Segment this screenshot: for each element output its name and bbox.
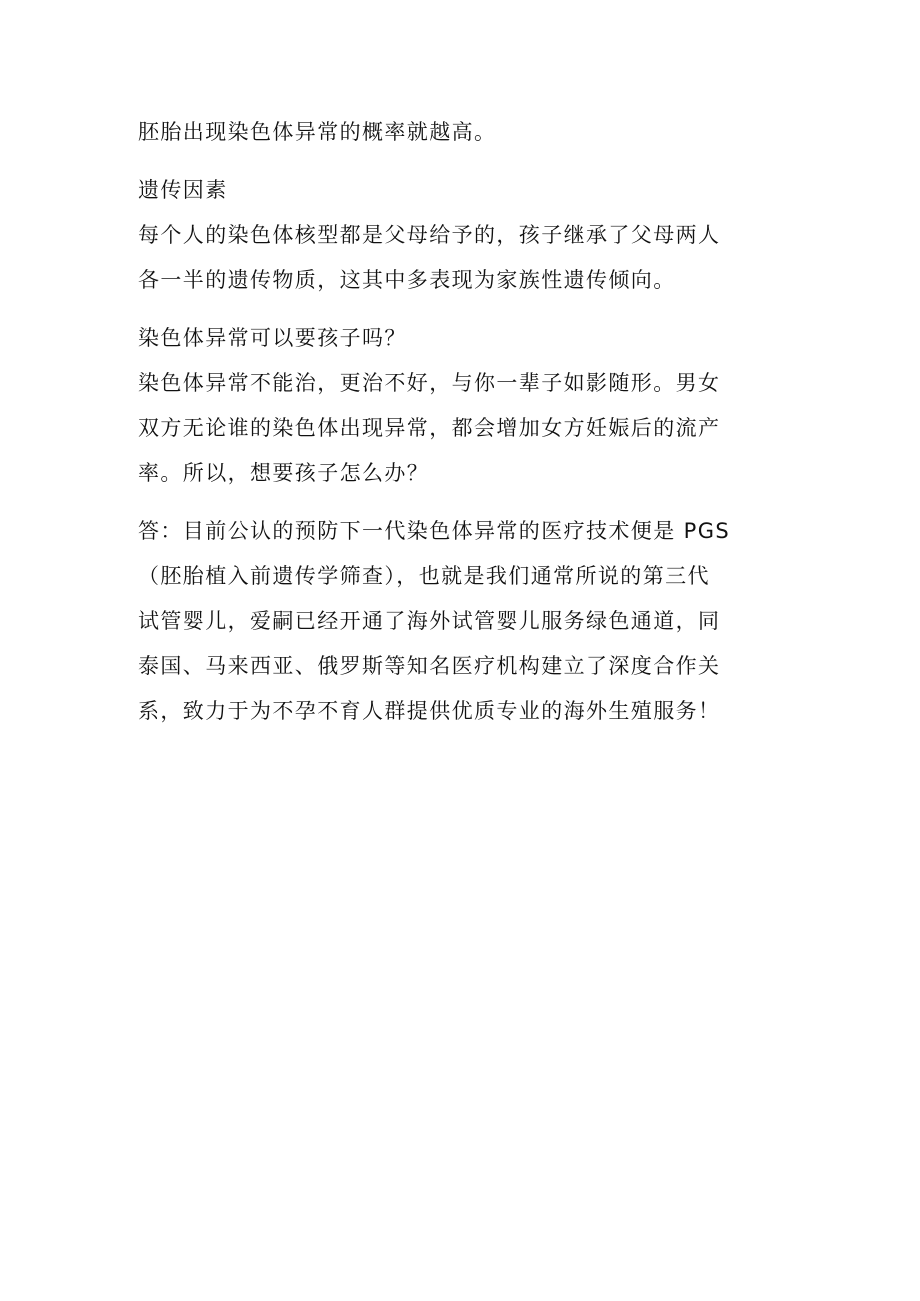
question-line-3: 率。所以，想要孩子怎么办？ — [138, 461, 430, 485]
question-heading: 染色体异常可以要孩子吗？ — [138, 326, 407, 350]
paragraph-gap — [138, 303, 788, 316]
answer-line-5: 系，致力于为不孕不育人群提供优质专业的海外生殖服务！ — [138, 699, 721, 723]
genetic-factors-heading: 遗传因素 — [138, 178, 228, 202]
intro-tail-paragraph: 胚胎出现染色体异常的概率就越高。 — [138, 120, 497, 144]
answer-line-3: 试管婴儿，爱嗣已经开通了海外试管婴儿服务绿色通道，同 — [138, 609, 721, 633]
answer-line-4: 泰国、马来西亚、俄罗斯等知名医疗机构建立了深度合作关 — [138, 654, 721, 678]
document-body — [138, 110, 788, 734]
question-line-2: 双方无论谁的染色体出现异常，都会增加女方妊娠后的流产 — [138, 416, 721, 440]
answer-line-2: （胚胎植入前遗传学筛查），也就是我们通常所说的第三代 — [138, 564, 710, 588]
paragraph-gap — [138, 496, 788, 509]
answer-line-1: 答：目前公认的预防下一代染色体异常的医疗技术便是 PGS — [138, 519, 731, 543]
question-line-1: 染色体异常不能治，更治不好，与你一辈子如影随形。男女 — [138, 371, 721, 395]
paragraph-gap — [138, 155, 788, 168]
genetic-factors-line-1: 每个人的染色体核型都是父母给予的，孩子继承了父母两人 — [138, 223, 721, 247]
genetic-factors-line-2: 各一半的遗传物质，这其中多表现为家族性遗传倾向。 — [138, 268, 676, 292]
